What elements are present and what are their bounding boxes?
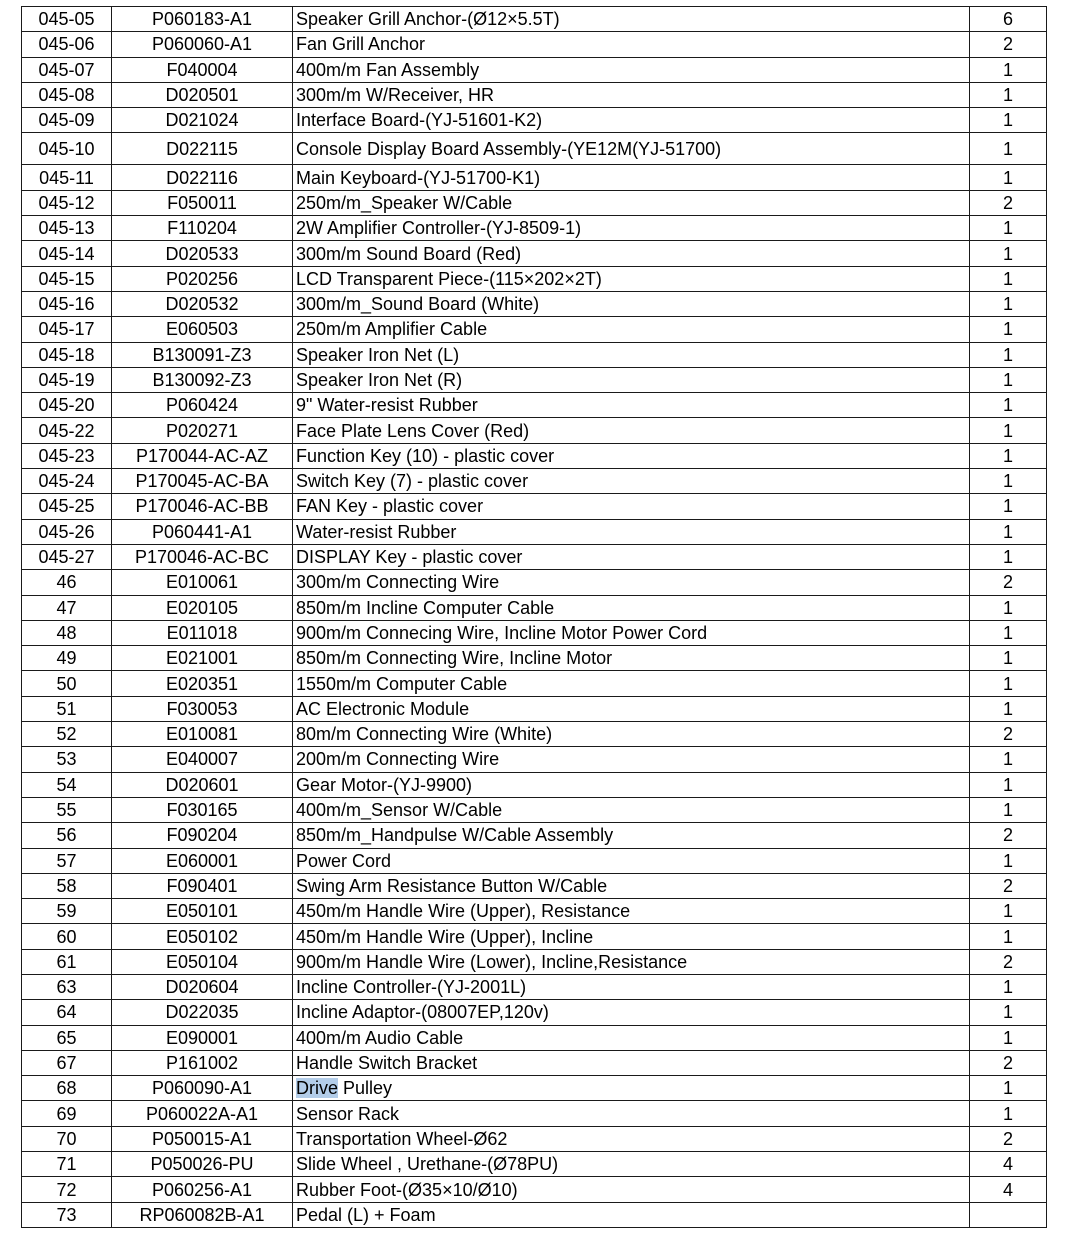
quantity-cell: 1 [970, 772, 1047, 797]
item-number-cell: 56 [22, 823, 112, 848]
description-cell: 900m/m Connecing Wire, Incline Motor Power Cord [293, 620, 970, 645]
part-number-cell: P060183-A1 [112, 7, 293, 32]
quantity-cell: 1 [970, 620, 1047, 645]
item-number-cell: 50 [22, 671, 112, 696]
quantity-cell: 1 [970, 1025, 1047, 1050]
quantity-cell: 2 [970, 1126, 1047, 1151]
table-row [22, 108, 1047, 133]
table-row [22, 1202, 1047, 1227]
item-number-cell: 045-13 [22, 216, 112, 241]
description-cell: LCD Transparent Piece-(115×202×2T) [293, 266, 970, 291]
item-number-cell: 73 [22, 1202, 112, 1227]
description-cell: Speaker Iron Net (L) [293, 342, 970, 367]
quantity-cell: 1 [970, 317, 1047, 342]
item-number-cell: 045-05 [22, 7, 112, 32]
table-row [22, 133, 1047, 165]
description-cell: Speaker Iron Net (R) [293, 367, 970, 392]
table-row [22, 671, 1047, 696]
item-number-cell: 61 [22, 949, 112, 974]
part-number-cell: F030053 [112, 696, 293, 721]
quantity-cell: 1 [970, 266, 1047, 291]
description-cell: 300m/m Sound Board (Red) [293, 241, 970, 266]
description-cell: 300m/m_Sound Board (White) [293, 291, 970, 316]
description-cell: DISPLAY Key - plastic cover [293, 544, 970, 569]
table-row [22, 82, 1047, 107]
table-row [22, 367, 1047, 392]
description-cell: 2W Amplifier Controller-(YJ-8509-1) [293, 216, 970, 241]
table-row [22, 722, 1047, 747]
quantity-cell: 1 [970, 494, 1047, 519]
quantity-cell: 2 [970, 722, 1047, 747]
part-number-cell: RP060082B-A1 [112, 1202, 293, 1227]
description-cell: Swing Arm Resistance Button W/Cable [293, 873, 970, 898]
quantity-cell: 1 [970, 418, 1047, 443]
description-cell: Main Keyboard-(YJ-51700-K1) [293, 165, 970, 190]
part-number-cell: D020601 [112, 772, 293, 797]
item-number-cell: 045-22 [22, 418, 112, 443]
part-number-cell: D022116 [112, 165, 293, 190]
table-row [22, 1126, 1047, 1151]
description-cell: 850m/m Incline Computer Cable [293, 595, 970, 620]
item-number-cell: 045-08 [22, 82, 112, 107]
quantity-cell: 1 [970, 696, 1047, 721]
item-number-cell: 045-24 [22, 469, 112, 494]
item-number-cell: 045-26 [22, 519, 112, 544]
quantity-cell: 1 [970, 646, 1047, 671]
table-row [22, 974, 1047, 999]
table-row [22, 1025, 1047, 1050]
item-number-cell: 60 [22, 924, 112, 949]
quantity-cell: 6 [970, 7, 1047, 32]
table-row [22, 393, 1047, 418]
description-cell: Sensor Rack [293, 1101, 970, 1126]
description-cell: 80m/m Connecting Wire (White) [293, 722, 970, 747]
quantity-cell: 1 [970, 544, 1047, 569]
part-number-cell: P170046-AC-BB [112, 494, 293, 519]
part-number-cell: D021024 [112, 108, 293, 133]
item-number-cell: 64 [22, 1000, 112, 1025]
part-number-cell: E020105 [112, 595, 293, 620]
part-number-cell: P170045-AC-BA [112, 469, 293, 494]
quantity-cell [970, 1202, 1047, 1227]
table-row [22, 57, 1047, 82]
quantity-cell: 2 [970, 1050, 1047, 1075]
table-row [22, 190, 1047, 215]
description-cell: 850m/m Connecting Wire, Incline Motor [293, 646, 970, 671]
item-number-cell: 46 [22, 570, 112, 595]
table-row [22, 469, 1047, 494]
quantity-cell: 1 [970, 924, 1047, 949]
table-row [22, 7, 1047, 32]
table-row [22, 949, 1047, 974]
table-row [22, 494, 1047, 519]
quantity-cell: 2 [970, 873, 1047, 898]
table-row [22, 1152, 1047, 1177]
description-cell: 250m/m Amplifier Cable [293, 317, 970, 342]
item-number-cell: 045-14 [22, 241, 112, 266]
item-number-cell: 045-20 [22, 393, 112, 418]
description-cell: Interface Board-(YJ-51601-K2) [293, 108, 970, 133]
item-number-cell: 58 [22, 873, 112, 898]
table-row [22, 873, 1047, 898]
description-cell: Pedal (L) + Foam [293, 1202, 970, 1227]
description-cell: 300m/m W/Receiver, HR [293, 82, 970, 107]
description-cell: 450m/m Handle Wire (Upper), Resistance [293, 899, 970, 924]
item-number-cell: 54 [22, 772, 112, 797]
description-cell: Handle Switch Bracket [293, 1050, 970, 1075]
table-row [22, 165, 1047, 190]
part-number-cell: E010081 [112, 722, 293, 747]
quantity-cell: 1 [970, 393, 1047, 418]
quantity-cell: 1 [970, 342, 1047, 367]
item-number-cell: 045-25 [22, 494, 112, 519]
part-number-cell: F040004 [112, 57, 293, 82]
table-row [22, 696, 1047, 721]
item-number-cell: 70 [22, 1126, 112, 1151]
table-row [22, 544, 1047, 569]
item-number-cell: 045-10 [22, 133, 112, 165]
description-cell: Console Display Board Assembly-(YE12M(YJ-51700) [293, 133, 970, 165]
quantity-cell: 2 [970, 570, 1047, 595]
table-row [22, 317, 1047, 342]
quantity-cell: 1 [970, 747, 1047, 772]
part-number-cell: F110204 [112, 216, 293, 241]
item-number-cell: 55 [22, 797, 112, 822]
table-row [22, 291, 1047, 316]
item-number-cell: 69 [22, 1101, 112, 1126]
part-number-cell: P050026-PU [112, 1152, 293, 1177]
part-number-cell: P170046-AC-BC [112, 544, 293, 569]
table-row [22, 797, 1047, 822]
part-number-cell: P060022A-A1 [112, 1101, 293, 1126]
quantity-cell: 1 [970, 82, 1047, 107]
part-number-cell: E090001 [112, 1025, 293, 1050]
item-number-cell: 045-17 [22, 317, 112, 342]
part-number-cell: D022035 [112, 1000, 293, 1025]
part-number-cell: P170044-AC-AZ [112, 443, 293, 468]
quantity-cell: 1 [970, 595, 1047, 620]
part-number-cell: F050011 [112, 190, 293, 215]
part-number-cell: E040007 [112, 747, 293, 772]
item-number-cell: 68 [22, 1076, 112, 1101]
part-number-cell: E050102 [112, 924, 293, 949]
quantity-cell: 1 [970, 108, 1047, 133]
quantity-cell: 1 [970, 899, 1047, 924]
table-row [22, 772, 1047, 797]
item-number-cell: 65 [22, 1025, 112, 1050]
part-number-cell: P060090-A1 [112, 1076, 293, 1101]
table-row [22, 646, 1047, 671]
part-number-cell: F030165 [112, 797, 293, 822]
table-row [22, 1000, 1047, 1025]
table-row [22, 1101, 1047, 1126]
description-cell: Face Plate Lens Cover (Red) [293, 418, 970, 443]
quantity-cell: 1 [970, 291, 1047, 316]
description-cell: Switch Key (7) - plastic cover [293, 469, 970, 494]
table-row [22, 241, 1047, 266]
table-row [22, 266, 1047, 291]
description-cell: 400m/m Audio Cable [293, 1025, 970, 1050]
quantity-cell: 2 [970, 949, 1047, 974]
description-cell: Incline Controller-(YJ-2001L) [293, 974, 970, 999]
table-row [22, 924, 1047, 949]
table-row [22, 32, 1047, 57]
quantity-cell: 1 [970, 1000, 1047, 1025]
part-number-cell: E060001 [112, 848, 293, 873]
part-number-cell: D020533 [112, 241, 293, 266]
description-cell: 400m/m_Sensor W/Cable [293, 797, 970, 822]
item-number-cell: 045-06 [22, 32, 112, 57]
table-row [22, 848, 1047, 873]
table-row [22, 899, 1047, 924]
table-row [22, 342, 1047, 367]
table-row [22, 1050, 1047, 1075]
table-row [22, 823, 1047, 848]
quantity-cell: 2 [970, 190, 1047, 215]
item-number-cell: 47 [22, 595, 112, 620]
quantity-cell: 2 [970, 32, 1047, 57]
item-number-cell: 045-19 [22, 367, 112, 392]
part-number-cell: D022115 [112, 133, 293, 165]
part-number-cell: B130092-Z3 [112, 367, 293, 392]
item-number-cell: 045-23 [22, 443, 112, 468]
table-row [22, 595, 1047, 620]
description-cell: 300m/m Connecting Wire [293, 570, 970, 595]
quantity-cell: 1 [970, 57, 1047, 82]
description-cell: 1550m/m Computer Cable [293, 671, 970, 696]
description-cell: 400m/m Fan Assembly [293, 57, 970, 82]
item-number-cell: 72 [22, 1177, 112, 1202]
quantity-cell: 4 [970, 1177, 1047, 1202]
table-row [22, 1177, 1047, 1202]
item-number-cell: 045-18 [22, 342, 112, 367]
quantity-cell: 1 [970, 133, 1047, 165]
quantity-cell: 1 [970, 216, 1047, 241]
item-number-cell: 71 [22, 1152, 112, 1177]
quantity-cell: 1 [970, 671, 1047, 696]
item-number-cell: 52 [22, 722, 112, 747]
part-number-cell: P161002 [112, 1050, 293, 1075]
item-number-cell: 045-12 [22, 190, 112, 215]
item-number-cell: 045-07 [22, 57, 112, 82]
description-cell: 900m/m Handle Wire (Lower), Incline,Resistance [293, 949, 970, 974]
description-cell: Power Cord [293, 848, 970, 873]
item-number-cell: 045-15 [22, 266, 112, 291]
part-number-cell: P060256-A1 [112, 1177, 293, 1202]
table-row [22, 418, 1047, 443]
text-selection-highlight: Drive [296, 1078, 339, 1099]
item-number-cell: 51 [22, 696, 112, 721]
description-cell: FAN Key - plastic cover [293, 494, 970, 519]
quantity-cell: 1 [970, 469, 1047, 494]
quantity-cell: 1 [970, 165, 1047, 190]
table-row [22, 519, 1047, 544]
part-number-cell: E021001 [112, 646, 293, 671]
description-text: Pulley [338, 1078, 393, 1099]
item-number-cell: 57 [22, 848, 112, 873]
description-cell: Fan Grill Anchor [293, 32, 970, 57]
part-number-cell: P060424 [112, 393, 293, 418]
quantity-cell: 2 [970, 823, 1047, 848]
item-number-cell: 045-09 [22, 108, 112, 133]
quantity-cell: 4 [970, 1152, 1047, 1177]
description-cell: 9" Water-resist Rubber [293, 393, 970, 418]
part-number-cell: F090401 [112, 873, 293, 898]
part-number-cell: P060441-A1 [112, 519, 293, 544]
quantity-cell: 1 [970, 443, 1047, 468]
description-cell: Slide Wheel , Urethane-(Ø78PU) [293, 1152, 970, 1177]
description-cell: 200m/m Connecting Wire [293, 747, 970, 772]
item-number-cell: 59 [22, 899, 112, 924]
table-row [22, 216, 1047, 241]
part-number-cell: E011018 [112, 620, 293, 645]
table-row [22, 747, 1047, 772]
quantity-cell: 1 [970, 848, 1047, 873]
part-number-cell: E050104 [112, 949, 293, 974]
table-row [22, 620, 1047, 645]
parts-list-table [21, 6, 1047, 1228]
part-number-cell: D020532 [112, 291, 293, 316]
part-number-cell: B130091-Z3 [112, 342, 293, 367]
description-cell: Transportation Wheel-Ø62 [293, 1126, 970, 1151]
part-number-cell: E060503 [112, 317, 293, 342]
part-number-cell: P050015-A1 [112, 1126, 293, 1151]
quantity-cell: 1 [970, 1101, 1047, 1126]
item-number-cell: 045-11 [22, 165, 112, 190]
part-number-cell: P060060-A1 [112, 32, 293, 57]
description-cell: 450m/m Handle Wire (Upper), Incline [293, 924, 970, 949]
quantity-cell: 1 [970, 797, 1047, 822]
description-cell: Function Key (10) - plastic cover [293, 443, 970, 468]
part-number-cell: P020271 [112, 418, 293, 443]
item-number-cell: 63 [22, 974, 112, 999]
quantity-cell: 1 [970, 974, 1047, 999]
description-cell: 850m/m_Handpulse W/Cable Assembly [293, 823, 970, 848]
item-number-cell: 67 [22, 1050, 112, 1075]
quantity-cell: 1 [970, 241, 1047, 266]
table-row [22, 1076, 1047, 1101]
description-cell: Incline Adaptor-(08007EP,120v) [293, 1000, 970, 1025]
description-cell: Gear Motor-(YJ-9900) [293, 772, 970, 797]
part-number-cell: P020256 [112, 266, 293, 291]
item-number-cell: 53 [22, 747, 112, 772]
quantity-cell: 1 [970, 519, 1047, 544]
description-cell [293, 1076, 970, 1101]
item-number-cell: 48 [22, 620, 112, 645]
part-number-cell: F090204 [112, 823, 293, 848]
item-number-cell: 045-16 [22, 291, 112, 316]
table-row [22, 443, 1047, 468]
part-number-cell: D020604 [112, 974, 293, 999]
table-row [22, 570, 1047, 595]
description-cell: 250m/m_Speaker W/Cable [293, 190, 970, 215]
description-cell: AC Electronic Module [293, 696, 970, 721]
part-number-cell: E020351 [112, 671, 293, 696]
quantity-cell: 1 [970, 1076, 1047, 1101]
quantity-cell: 1 [970, 367, 1047, 392]
item-number-cell: 045-27 [22, 544, 112, 569]
parts-list-body [22, 7, 1047, 1228]
part-number-cell: E050101 [112, 899, 293, 924]
description-cell: Speaker Grill Anchor-(Ø12×5.5T) [293, 7, 970, 32]
description-cell: Rubber Foot-(Ø35×10/Ø10) [293, 1177, 970, 1202]
description-cell: Water-resist Rubber [293, 519, 970, 544]
part-number-cell: D020501 [112, 82, 293, 107]
item-number-cell: 49 [22, 646, 112, 671]
part-number-cell: E010061 [112, 570, 293, 595]
